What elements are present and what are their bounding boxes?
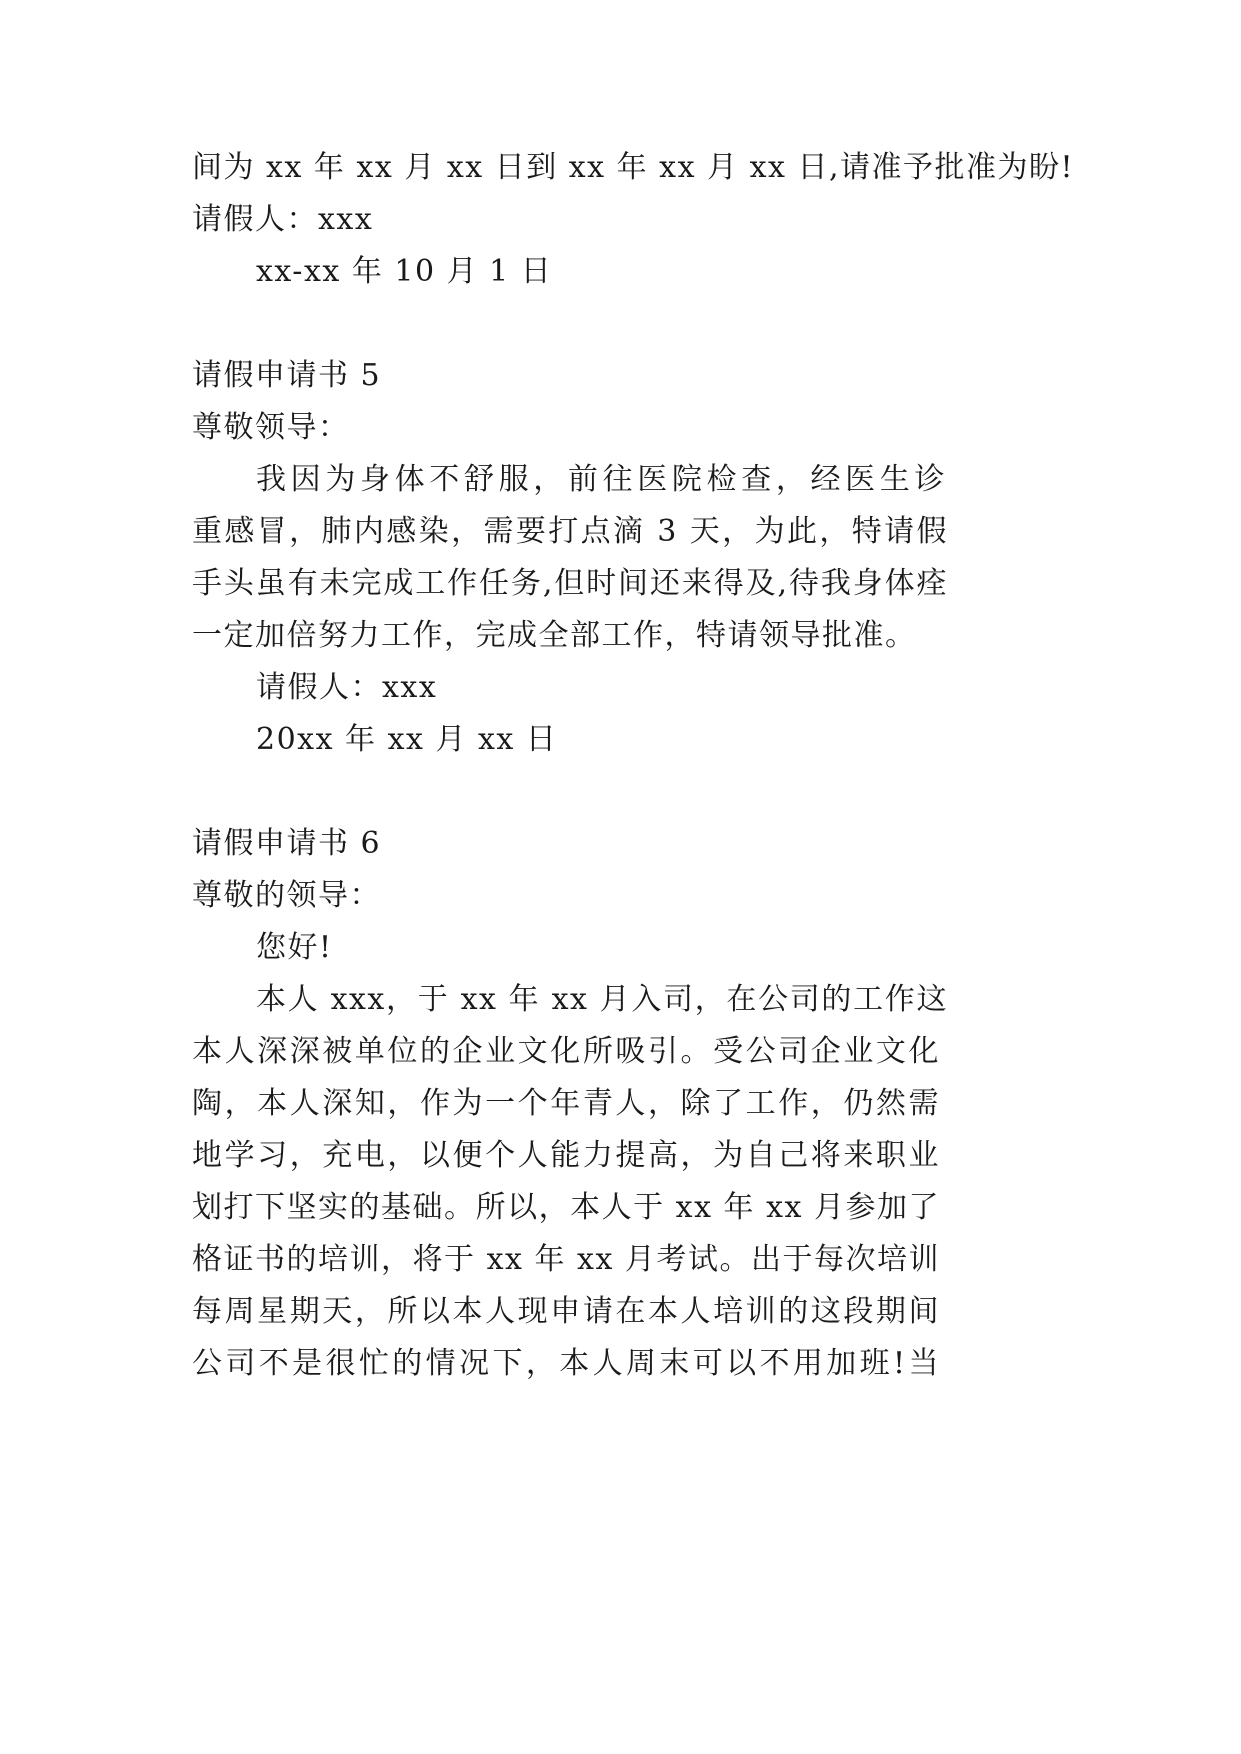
section4-applicant: 请假人：xxx: [192, 202, 374, 237]
section5-applicant: 请假人：xxx: [256, 670, 438, 705]
section5-salutation: 尊敬领导：: [192, 410, 350, 445]
section6-body-line: 陶，本人深知，作为一个年青人，除了工作，仍然需: [192, 1086, 940, 1121]
section6-body-line: 地学习，充电，以便个人能力提高，为自己将来职业: [192, 1138, 940, 1173]
section4-date: xx-xx 年 10 月 1 日: [256, 254, 553, 289]
section6-body-line: 格证书的培训，将于 xx 年 xx 月考试。出于每次培训: [192, 1242, 940, 1277]
section5-body-line: 重感冒，肺内感染，需要打点滴 3 天，为此，特请假: [192, 514, 948, 549]
section6-title: 请假申请书 6: [192, 826, 382, 861]
section5-body-line: 我因为身体不舒服，前往医院检查，经医生诊: [256, 462, 946, 497]
section6-body-line: 每周星期天，所以本人现申请在本人培训的这段期间: [192, 1294, 940, 1329]
section5-body-line: 手头虽有未完成工作任务,但时间还来得及,待我身体痊: [192, 566, 948, 601]
section5-date: 20xx 年 xx 月 xx 日: [256, 722, 558, 757]
section6-body-line: 本人深深被单位的企业文化所吸引。受公司企业文化: [192, 1034, 940, 1069]
section5-body-line: 一定加倍努力工作，完成全部工作，特请领导批准。: [192, 618, 917, 653]
section6-greeting: 您好!: [256, 930, 333, 965]
section6-body-line: 划打下坚实的基础。所以，本人于 xx 年 xx 月参加了: [192, 1190, 940, 1225]
section4-continuation-line: 间为 xx 年 xx 月 xx 日到 xx 年 xx 月 xx 日,请准予批准为盼!: [192, 150, 1075, 185]
section6-body-line: 本人 xxx，于 xx 年 xx 月入司，在公司的工作这: [256, 982, 948, 1017]
section6-body-line: 公司不是很忙的情况下，本人周末可以不用加班!当: [192, 1346, 940, 1381]
section6-salutation: 尊敬的领导：: [192, 878, 381, 913]
section5-title: 请假申请书 5: [192, 358, 382, 393]
